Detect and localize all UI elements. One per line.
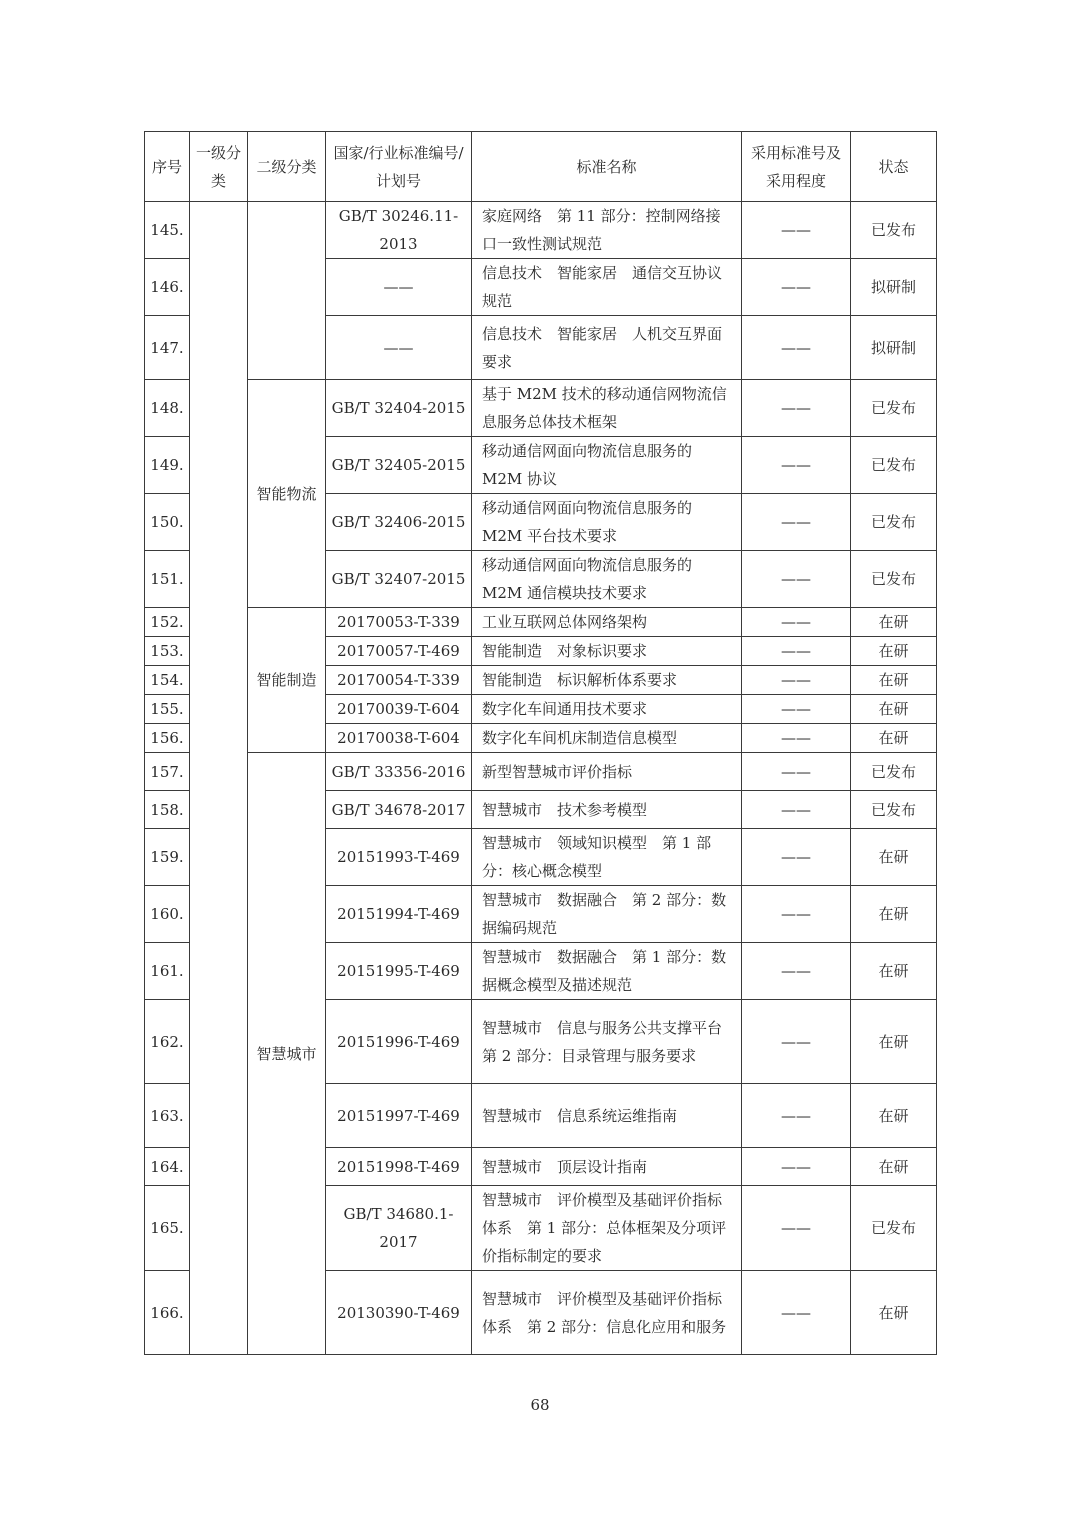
- cell-adoption: ——: [742, 608, 851, 637]
- header-adoption: 采用标准号及采用程度: [742, 132, 851, 202]
- cell-standard-name: 信息技术 智能家居 人机交互界面要求: [472, 316, 742, 380]
- header-standard-name: 标准名称: [472, 132, 742, 202]
- cell-adoption: ——: [742, 886, 851, 943]
- cell-seq: 152.: [145, 608, 190, 637]
- cell-standard-name: 移动通信网面向物流信息服务的 M2M 协议: [472, 437, 742, 494]
- cell-standard-name: 移动通信网面向物流信息服务的 M2M 平台技术要求: [472, 494, 742, 551]
- cell-seq: 157.: [145, 753, 190, 791]
- cell-standard-number: 20151996-T-469: [326, 1000, 472, 1084]
- table-header-row: [145, 132, 937, 202]
- table-row: [145, 608, 937, 637]
- cell-standard-number: 20151997-T-469: [326, 1084, 472, 1148]
- cell-standard-number: 20170039-T-604: [326, 695, 472, 724]
- cell-standard-number: 20151998-T-469: [326, 1148, 472, 1186]
- header-category-1: 一级分类: [190, 132, 248, 202]
- header-seq: 序号: [145, 132, 190, 202]
- cell-seq: 158.: [145, 791, 190, 829]
- cell-standard-name: 智能制造 对象标识要求: [472, 637, 742, 666]
- header-standard-number: 国家/行业标准编号/计划号: [326, 132, 472, 202]
- cell-seq: 148.: [145, 380, 190, 437]
- cell-standard-number: 20151993-T-469: [326, 829, 472, 886]
- cell-standard-name: 数字化车间机床制造信息模型: [472, 724, 742, 753]
- cell-adoption: ——: [742, 259, 851, 316]
- cell-status: 在研: [851, 608, 937, 637]
- cell-standard-number: GB/T 34680.1-2017: [326, 1186, 472, 1271]
- cell-category-1: [190, 202, 248, 1355]
- header-category-2: 二级分类: [248, 132, 326, 202]
- table-row: [145, 380, 937, 437]
- cell-adoption: ——: [742, 494, 851, 551]
- cell-adoption: ——: [742, 551, 851, 608]
- cell-status: 已发布: [851, 753, 937, 791]
- cell-seq: 147.: [145, 316, 190, 380]
- cell-standard-number: ——: [326, 259, 472, 316]
- cell-status: 已发布: [851, 551, 937, 608]
- cell-standard-number: GB/T 32404-2015: [326, 380, 472, 437]
- cell-seq: 156.: [145, 724, 190, 753]
- cell-standard-number: 20170053-T-339: [326, 608, 472, 637]
- cell-standard-number: GB/T 30246.11-2013: [326, 202, 472, 259]
- cell-standard-name: 信息技术 智能家居 通信交互协议规范: [472, 259, 742, 316]
- cell-seq: 160.: [145, 886, 190, 943]
- cell-status: 在研: [851, 724, 937, 753]
- cell-standard-number: ——: [326, 316, 472, 380]
- cell-seq: 151.: [145, 551, 190, 608]
- cell-standard-number: 20151995-T-469: [326, 943, 472, 1000]
- cell-seq: 159.: [145, 829, 190, 886]
- cell-standard-number: 20151994-T-469: [326, 886, 472, 943]
- cell-standard-name: 智慧城市 信息与服务公共支撑平台 第 2 部分：目录管理与服务要求: [472, 1000, 742, 1084]
- header-status: 状态: [851, 132, 937, 202]
- standards-table: [144, 131, 937, 1355]
- cell-seq: 164.: [145, 1148, 190, 1186]
- cell-status: 拟研制: [851, 316, 937, 380]
- cell-seq: 153.: [145, 637, 190, 666]
- cell-status: 已发布: [851, 791, 937, 829]
- cell-standard-name: 智慧城市 技术参考模型: [472, 791, 742, 829]
- cell-status: 拟研制: [851, 259, 937, 316]
- cell-seq: 145.: [145, 202, 190, 259]
- cell-standard-name: 智慧城市 信息系统运维指南: [472, 1084, 742, 1148]
- cell-seq: 149.: [145, 437, 190, 494]
- cell-adoption: ——: [742, 943, 851, 1000]
- cell-standard-name: 基于 M2M 技术的移动通信网物流信息服务总体技术框架: [472, 380, 742, 437]
- cell-seq: 150.: [145, 494, 190, 551]
- cell-status: 已发布: [851, 380, 937, 437]
- cell-seq: 163.: [145, 1084, 190, 1148]
- cell-status: 在研: [851, 666, 937, 695]
- cell-status: 在研: [851, 886, 937, 943]
- cell-adoption: ——: [742, 637, 851, 666]
- cell-standard-number: GB/T 32405-2015: [326, 437, 472, 494]
- cell-status: 在研: [851, 829, 937, 886]
- cell-adoption: ——: [742, 1186, 851, 1271]
- cell-standard-name: 智能制造 标识解析体系要求: [472, 666, 742, 695]
- cell-standard-number: GB/T 32407-2015: [326, 551, 472, 608]
- page-number: 68: [530, 1396, 550, 1414]
- cell-adoption: ——: [742, 829, 851, 886]
- cell-adoption: ——: [742, 316, 851, 380]
- cell-status: 在研: [851, 943, 937, 1000]
- cell-standard-name: 新型智慧城市评价指标: [472, 753, 742, 791]
- cell-seq: 146.: [145, 259, 190, 316]
- cell-status: 已发布: [851, 437, 937, 494]
- cell-category-2: 智能制造: [248, 608, 326, 753]
- cell-category-2: 智慧城市: [248, 753, 326, 1355]
- cell-standard-name: 智慧城市 顶层设计指南: [472, 1148, 742, 1186]
- cell-seq: 165.: [145, 1186, 190, 1271]
- cell-standard-number: 20170057-T-469: [326, 637, 472, 666]
- cell-standard-number: 20130390-T-469: [326, 1271, 472, 1355]
- cell-standard-number: 20170038-T-604: [326, 724, 472, 753]
- cell-adoption: ——: [742, 753, 851, 791]
- cell-adoption: ——: [742, 1000, 851, 1084]
- cell-adoption: ——: [742, 791, 851, 829]
- cell-seq: 154.: [145, 666, 190, 695]
- cell-adoption: ——: [742, 437, 851, 494]
- cell-adoption: ——: [742, 1148, 851, 1186]
- cell-status: 在研: [851, 637, 937, 666]
- cell-status: 已发布: [851, 1186, 937, 1271]
- cell-adoption: ——: [742, 380, 851, 437]
- cell-standard-number: GB/T 33356-2016: [326, 753, 472, 791]
- cell-adoption: ——: [742, 666, 851, 695]
- table-row: [145, 753, 937, 791]
- cell-standard-name: 智慧城市 评价模型及基础评价指标体系 第 2 部分：信息化应用和服务: [472, 1271, 742, 1355]
- cell-status: 在研: [851, 1271, 937, 1355]
- cell-status: 在研: [851, 1148, 937, 1186]
- cell-standard-name: 智慧城市 领域知识模型 第 1 部分：核心概念模型: [472, 829, 742, 886]
- table-row: [145, 202, 937, 259]
- cell-adoption: ——: [742, 724, 851, 753]
- cell-status: 在研: [851, 1084, 937, 1148]
- cell-standard-name: 智慧城市 数据融合 第 1 部分：数据概念模型及描述规范: [472, 943, 742, 1000]
- cell-category-2: [248, 202, 326, 380]
- cell-standard-number: GB/T 34678-2017: [326, 791, 472, 829]
- cell-standard-number: 20170054-T-339: [326, 666, 472, 695]
- cell-category-2: 智能物流: [248, 380, 326, 608]
- cell-status: 已发布: [851, 494, 937, 551]
- cell-seq: 162.: [145, 1000, 190, 1084]
- cell-standard-number: GB/T 32406-2015: [326, 494, 472, 551]
- cell-seq: 166.: [145, 1271, 190, 1355]
- cell-standard-name: 数字化车间通用技术要求: [472, 695, 742, 724]
- cell-adoption: ——: [742, 1084, 851, 1148]
- cell-status: 在研: [851, 1000, 937, 1084]
- cell-standard-name: 家庭网络 第 11 部分：控制网络接口一致性测试规范: [472, 202, 742, 259]
- cell-seq: 161.: [145, 943, 190, 1000]
- cell-standard-name: 智慧城市 评价模型及基础评价指标体系 第 1 部分：总体框架及分项评价指标制定的要求: [472, 1186, 742, 1271]
- cell-status: 已发布: [851, 202, 937, 259]
- cell-standard-name: 移动通信网面向物流信息服务的 M2M 通信模块技术要求: [472, 551, 742, 608]
- cell-status: 在研: [851, 695, 937, 724]
- cell-standard-name: 工业互联网总体网络架构: [472, 608, 742, 637]
- cell-adoption: ——: [742, 1271, 851, 1355]
- cell-adoption: ——: [742, 695, 851, 724]
- cell-standard-name: 智慧城市 数据融合 第 2 部分：数据编码规范: [472, 886, 742, 943]
- cell-seq: 155.: [145, 695, 190, 724]
- cell-adoption: ——: [742, 202, 851, 259]
